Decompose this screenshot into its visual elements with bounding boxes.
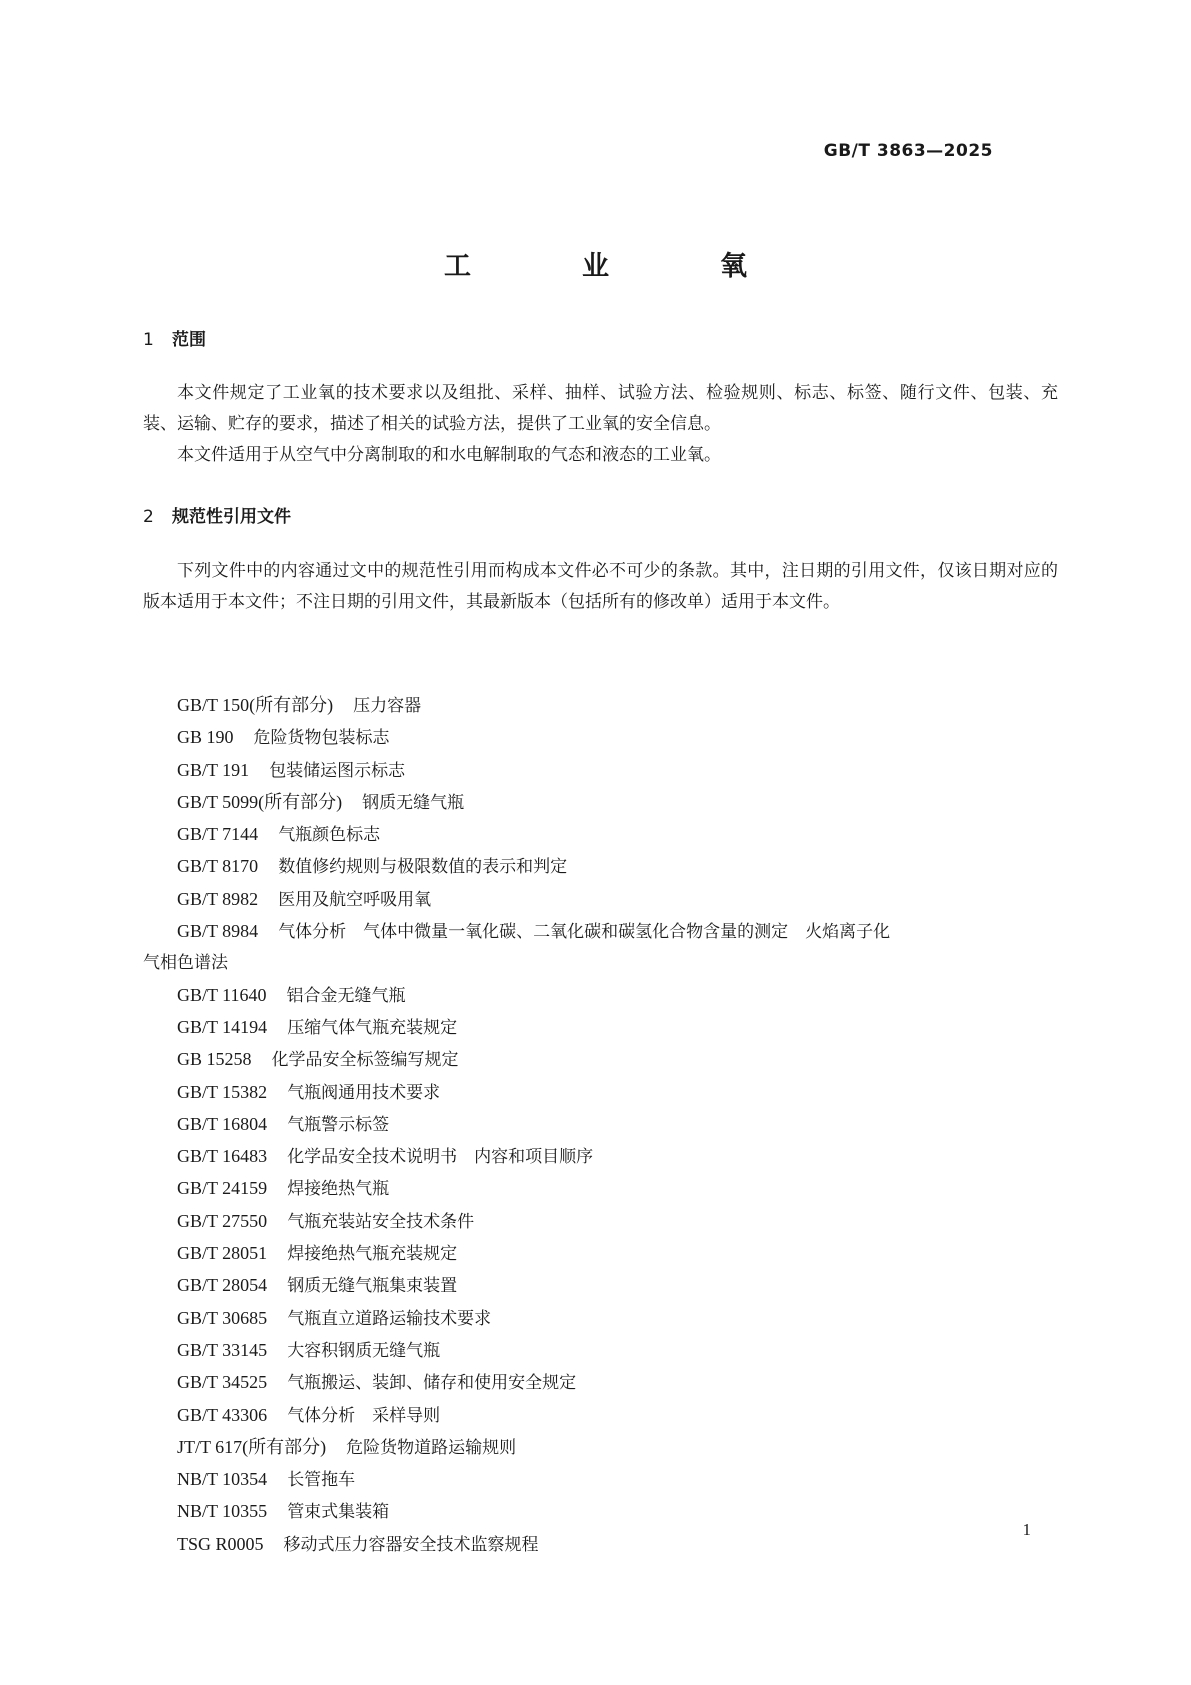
- scope-paragraph-2: 本文件适用于从空气中分离制取的和水电解制取的气态和液态的工业氧。: [177, 445, 721, 465]
- reference-item: [177, 1044, 1058, 1076]
- reference-code: GB/T 8984: [177, 921, 259, 942]
- reference-code: GB/T 27550: [177, 1210, 268, 1231]
- reference-title: 焊接绝热气瓶: [287, 1179, 390, 1200]
- reference-code: GB/T 33145: [177, 1339, 268, 1360]
- reference-title: 化学品安全技术说明书 内容和项目顺序: [287, 1147, 594, 1168]
- reference-code: GB/T 11640: [177, 984, 267, 1005]
- reference-item: [177, 755, 1058, 787]
- reference-item: [177, 690, 1058, 722]
- reference-code: NB/T 10354: [177, 1469, 268, 1490]
- reference-title: 焊接绝热气瓶充装规定: [287, 1244, 458, 1265]
- reference-item: [177, 1432, 1058, 1464]
- reference-title: 危险货物道路运输规则: [346, 1437, 517, 1458]
- reference-item: [177, 1367, 1058, 1399]
- reference-title: 气体分析 气体中微量一氧化碳、二氧化碳和碳氢化合物含量的测定 火焰离子化: [278, 922, 891, 943]
- reference-code: GB 15258: [177, 1049, 252, 1070]
- reference-code: GB/T 8170: [177, 856, 259, 877]
- reference-title: 气瓶直立道路运输技术要求: [287, 1308, 492, 1329]
- reference-title: 气瓶阀通用技术要求: [287, 1082, 441, 1103]
- reference-title: 长管拖车: [287, 1470, 356, 1491]
- reference-item: [177, 1238, 1058, 1270]
- reference-item: [177, 1529, 1058, 1561]
- reference-title: 气体分析 采样导则: [287, 1405, 441, 1426]
- reference-title: 数值修约规则与极限数值的表示和判定: [278, 857, 568, 878]
- reference-title-continuation: 气相色谱法: [143, 953, 228, 974]
- reference-title: 气瓶颜色标志: [278, 825, 381, 846]
- reference-title: 医用及航空呼吸用氧: [278, 889, 432, 910]
- reference-code: GB/T 7144: [177, 824, 259, 845]
- reference-item: [177, 1012, 1058, 1044]
- reference-title: 气瓶警示标签: [287, 1114, 390, 1135]
- reference-code: GB/T 28051: [177, 1243, 268, 1264]
- reference-item: [177, 1270, 1058, 1302]
- reference-title: 大容积钢质无缝气瓶: [287, 1340, 441, 1361]
- reference-code: GB/T 28054: [177, 1275, 268, 1296]
- reference-code: GB/T 15382: [177, 1081, 268, 1102]
- reference-code: GB/T 5099(所有部分): [177, 791, 343, 812]
- section-heading-normative: [143, 502, 291, 527]
- reference-title: 危险货物包装标志: [253, 728, 390, 749]
- reference-item: [177, 819, 1058, 851]
- reference-code: GB/T 150(所有部分): [177, 695, 334, 715]
- reference-code: GB/T 14194: [177, 1016, 268, 1037]
- reference-item: [177, 1335, 1058, 1367]
- reference-code: GB/T 34525: [177, 1372, 268, 1393]
- reference-item: [177, 722, 1058, 754]
- normative-intro-paragraph: 下列文件中的内容通过文中的规范性引用而构成本文件必不可少的条款。其中，注日期的引用文件，仅该日期对应的版本适用于本文件；不注日期的引用文件，其最新版本（包括所有的修改单）适用于本文件。: [143, 561, 1058, 612]
- reference-code: GB 190: [177, 727, 234, 748]
- reference-item: [177, 1464, 1058, 1496]
- reference-title: 管束式集装箱: [287, 1502, 390, 1523]
- page-number: 1: [1022, 1520, 1031, 1539]
- standard-code: GB/T 3863—2025: [823, 141, 993, 161]
- reference-title: 包装储运图示标志: [269, 760, 406, 781]
- reference-code: GB/T 30685: [177, 1307, 268, 1328]
- reference-item: [177, 851, 1058, 883]
- reference-item: [177, 1077, 1058, 1109]
- reference-item: [177, 1173, 1058, 1205]
- reference-title: 气瓶搬运、装卸、储存和使用安全规定: [287, 1373, 577, 1394]
- reference-code: GB/T 16804: [177, 1113, 268, 1134]
- section-number: 1: [143, 330, 154, 350]
- scope-paragraph-1: 本文件规定了工业氧的技术要求以及组批、采样、抽样、试验方法、检验规则、标志、标签、随行文件、包装、充装、运输、贮存的要求，描述了相关的试验方法，提供了工业氧的安全信息。: [143, 383, 1058, 434]
- reference-list: [143, 690, 1058, 1561]
- reference-item: [177, 884, 1058, 916]
- reference-code: GB/T 43306: [177, 1404, 268, 1425]
- section-title: 规范性引用文件: [172, 507, 291, 527]
- section-number: 2: [143, 507, 154, 527]
- reference-item: [177, 1109, 1058, 1141]
- reference-title: 钢质无缝气瓶: [362, 792, 465, 813]
- reference-title: 钢质无缝气瓶集束装置: [287, 1276, 458, 1297]
- reference-title: 移动式压力容器安全技术监察规程: [283, 1534, 539, 1555]
- reference-item: [177, 1141, 1058, 1173]
- reference-code: TSG R0005: [177, 1533, 264, 1554]
- section-heading-scope: [143, 325, 206, 350]
- reference-code: GB/T 24159: [177, 1178, 268, 1199]
- reference-code: JT/T 617(所有部分): [177, 1436, 327, 1457]
- reference-code: GB/T 8982: [177, 888, 259, 909]
- document-title: 工 业 氧: [444, 251, 789, 282]
- reference-code: NB/T 10355: [177, 1501, 268, 1522]
- reference-title: 化学品安全标签编写规定: [271, 1050, 459, 1071]
- reference-item: [143, 916, 1058, 980]
- reference-code: GB/T 16483: [177, 1146, 268, 1167]
- reference-item: [177, 980, 1058, 1012]
- reference-item: [177, 787, 1058, 819]
- reference-item: [177, 1206, 1058, 1238]
- reference-item: [177, 1496, 1058, 1528]
- reference-item: [177, 1400, 1058, 1432]
- section-title: 范围: [172, 330, 206, 350]
- reference-title: 压力容器: [353, 696, 422, 716]
- reference-code: GB/T 191: [177, 759, 250, 780]
- reference-title: 压缩气体气瓶充装规定: [287, 1017, 458, 1038]
- reference-title: 气瓶充装站安全技术条件: [287, 1211, 475, 1232]
- reference-title: 铝合金无缝气瓶: [286, 985, 406, 1006]
- reference-item: [177, 1303, 1058, 1335]
